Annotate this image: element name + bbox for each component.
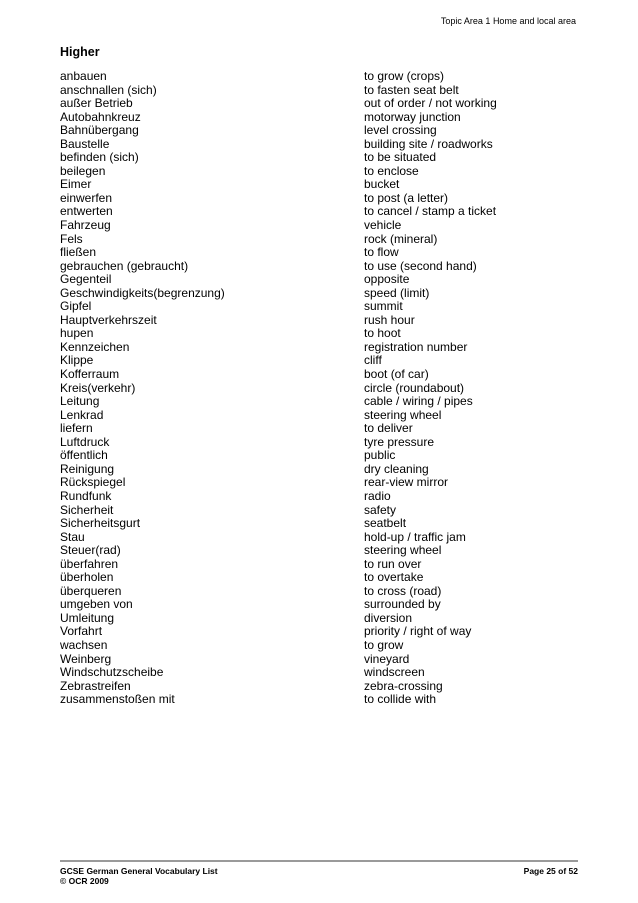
german-term: entwerten [60, 204, 113, 219]
german-term: beilegen [60, 163, 106, 178]
english-translation: to overtake [364, 570, 424, 585]
german-term: umgeben von [60, 597, 133, 612]
english-translation: boot (of car) [364, 367, 429, 382]
english-translation: tyre pressure [364, 434, 435, 449]
vocabulary-row [60, 653, 580, 667]
german-term: überfahren [60, 556, 119, 571]
footer-document-title: GCSE German General Vocabulary List [60, 866, 218, 876]
german-term: anschnallen (sich) [60, 82, 157, 97]
german-term: anbauen [60, 69, 107, 83]
vocabulary-row [60, 558, 580, 572]
vocabulary-row [60, 219, 580, 233]
english-translation: zebra-crossing [364, 678, 443, 693]
vocabulary-row [60, 422, 580, 436]
vocabulary-row [60, 409, 580, 423]
english-translation: rear-view mirror [364, 475, 448, 490]
section-title: Higher [60, 45, 100, 59]
german-term: Kreis(verkehr) [60, 380, 136, 395]
vocabulary-row [60, 598, 580, 612]
vocabulary-row [60, 84, 580, 98]
vocabulary-row [60, 585, 580, 599]
german-term: außer Betrieb [60, 96, 133, 111]
english-translation: to use (second hand) [364, 258, 477, 273]
english-translation: to run over [364, 556, 422, 571]
english-translation: to grow (crops) [364, 69, 445, 83]
vocabulary-row [60, 504, 580, 518]
vocabulary-row [60, 314, 580, 328]
vocabulary-row [60, 246, 580, 260]
german-term: liefern [60, 421, 93, 436]
vocabulary-row [60, 368, 580, 382]
german-term: Baustelle [60, 136, 110, 151]
german-term: öffentlich [60, 448, 108, 463]
vocabulary-row [60, 124, 580, 138]
vocabulary-row [60, 395, 580, 409]
german-term: Rückspiegel [60, 475, 126, 490]
english-translation: opposite [364, 272, 410, 287]
english-translation: vehicle [364, 218, 402, 233]
vocabulary-row [60, 449, 580, 463]
english-translation: to fasten seat belt [364, 82, 459, 97]
vocabulary-row [60, 178, 580, 192]
vocabulary-row [60, 382, 580, 396]
english-translation: circle (roundabout) [364, 380, 465, 395]
footer-document-info [60, 866, 218, 886]
vocabulary-row [60, 354, 580, 368]
vocabulary-row [60, 544, 580, 558]
german-term: Luftdruck [60, 434, 110, 449]
english-translation: diversion [364, 610, 413, 625]
footer-copyright: © OCR 2009 [60, 876, 109, 886]
german-term: Windschutzscheibe [60, 665, 164, 680]
german-term: Lenkrad [60, 407, 104, 422]
german-term: wachsen [60, 637, 108, 652]
german-term: Gegenteil [60, 272, 112, 287]
english-translation: cable / wiring / pipes [364, 394, 473, 409]
english-translation: rush hour [364, 312, 415, 327]
german-term: Gipfel [60, 299, 92, 314]
vocabulary-list [60, 70, 580, 707]
english-translation: windscreen [364, 665, 425, 680]
german-term: überholen [60, 570, 114, 585]
vocabulary-row [60, 531, 580, 545]
english-translation: to cross (road) [364, 583, 442, 598]
english-translation: vineyard [364, 651, 410, 666]
german-term: Fahrzeug [60, 218, 111, 233]
english-translation: building site / roadworks [364, 136, 493, 151]
german-term: Zebrastreifen [60, 678, 131, 693]
english-translation: steering wheel [364, 407, 442, 422]
vocabulary-row [60, 517, 580, 531]
english-translation: out of order / not working [364, 96, 497, 111]
english-translation: bucket [364, 177, 400, 192]
vocabulary-row [60, 260, 580, 274]
german-term: überqueren [60, 583, 122, 598]
german-term: Kofferraum [60, 367, 120, 382]
vocabulary-row [60, 138, 580, 152]
vocabulary-row [60, 612, 580, 626]
english-translation: surrounded by [364, 597, 441, 612]
german-term: Bahnübergang [60, 123, 139, 138]
english-translation: to be situated [364, 150, 437, 165]
german-term: einwerfen [60, 190, 113, 205]
english-translation: seatbelt [364, 516, 407, 531]
english-translation: to post (a letter) [364, 190, 449, 205]
german-term: Vorfahrt [60, 624, 103, 639]
english-translation: to hoot [364, 326, 401, 341]
vocabulary-row [60, 476, 580, 490]
footer-divider [60, 860, 578, 862]
english-translation: public [364, 448, 396, 463]
english-translation: to collide with [364, 692, 437, 707]
footer-page-number: Page 25 of 52 [523, 866, 578, 876]
vocabulary-row [60, 693, 580, 707]
german-term: Sicherheit [60, 502, 114, 517]
english-translation: registration number [364, 339, 468, 354]
english-translation: to cancel / stamp a ticket [364, 204, 497, 219]
german-term: zusammenstoßen mit [60, 692, 175, 707]
german-term: Fels [60, 231, 83, 246]
english-translation: motorway junction [364, 109, 461, 124]
german-term: Leitung [60, 394, 100, 409]
german-term: Stau [60, 529, 85, 544]
vocabulary-row [60, 192, 580, 206]
german-term: Reinigung [60, 461, 115, 476]
german-term: Umleitung [60, 610, 115, 625]
vocabulary-row [60, 165, 580, 179]
english-translation: dry cleaning [364, 461, 429, 476]
vocabulary-row [60, 490, 580, 504]
english-translation: priority / right of way [364, 624, 472, 639]
vocabulary-row [60, 625, 580, 639]
vocabulary-row [60, 463, 580, 477]
english-translation: summit [364, 299, 403, 314]
english-translation: to enclose [364, 163, 419, 178]
vocabulary-row [60, 341, 580, 355]
vocabulary-row [60, 287, 580, 301]
german-term: Klippe [60, 353, 94, 368]
english-translation: hold-up / traffic jam [364, 529, 466, 544]
german-term: Autobahnkreuz [60, 109, 141, 124]
english-translation: to grow [364, 637, 404, 652]
german-term: hupen [60, 326, 94, 341]
german-term: Eimer [60, 177, 92, 192]
english-translation: to deliver [364, 421, 413, 436]
german-term: Kennzeichen [60, 339, 130, 354]
vocabulary-row [60, 300, 580, 314]
english-translation: cliff [364, 353, 382, 368]
english-translation: speed (limit) [364, 285, 430, 300]
vocabulary-row [60, 70, 580, 84]
english-translation: to flow [364, 245, 399, 260]
english-translation: level crossing [364, 123, 437, 138]
german-term: fließen [60, 245, 97, 260]
english-translation: safety [364, 502, 397, 517]
vocabulary-row [60, 436, 580, 450]
german-term: befinden (sich) [60, 150, 139, 165]
vocabulary-row [60, 327, 580, 341]
german-term: Hauptverkehrszeit [60, 312, 157, 327]
english-translation: radio [364, 488, 391, 503]
german-term: Weinberg [60, 651, 112, 666]
german-term: Rundfunk [60, 488, 112, 503]
vocabulary-row [60, 680, 580, 694]
german-term: gebrauchen (gebraucht) [60, 258, 189, 273]
german-term: Geschwindigkeits(begrenzung) [60, 285, 225, 300]
vocabulary-row [60, 233, 580, 247]
vocabulary-row [60, 571, 580, 585]
german-term: Steuer(rad) [60, 543, 121, 558]
german-term: Sicherheitsgurt [60, 516, 141, 531]
vocabulary-row [60, 205, 580, 219]
vocabulary-row [60, 639, 580, 653]
vocabulary-row [60, 111, 580, 125]
vocabulary-row [60, 151, 580, 165]
vocabulary-row [60, 273, 580, 287]
running-header: Topic Area 1 Home and local area [440, 16, 576, 26]
vocabulary-row [60, 666, 580, 680]
vocabulary-row [60, 97, 580, 111]
english-translation: steering wheel [364, 543, 442, 558]
english-translation: rock (mineral) [364, 231, 438, 246]
